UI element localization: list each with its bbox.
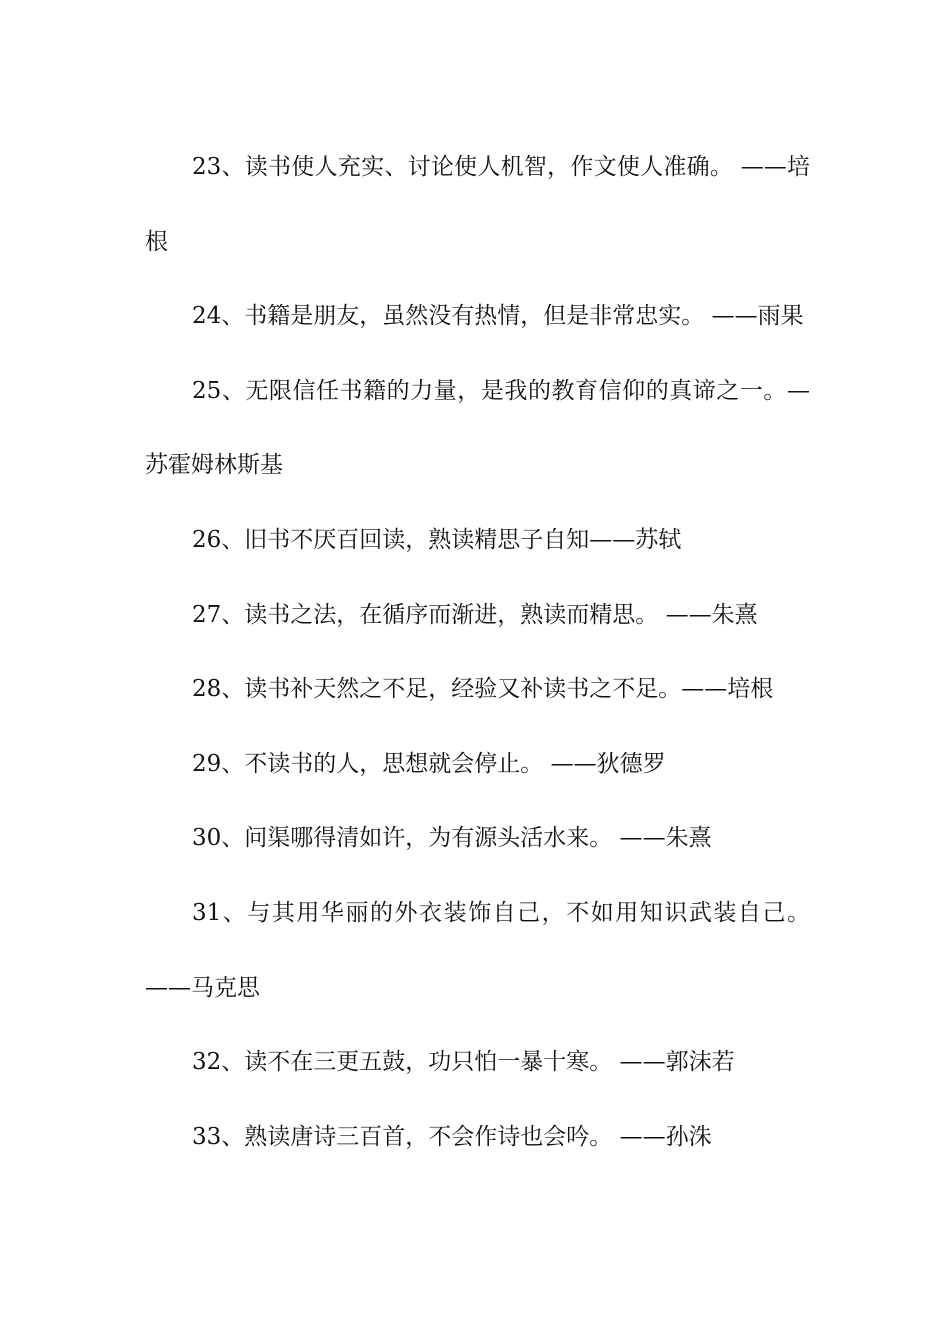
- quote-item: 33、熟读唐诗三百首，不会作诗也会吟。 ——孙洙: [192, 1123, 712, 1150]
- quote-item: 31、与其用华丽的外衣装饰自己，不如用知识武装自己。——马克思: [145, 899, 810, 1001]
- quote-item: 24、书籍是朋友，虽然没有热情，但是非常忠实。 ——雨果: [192, 303, 804, 330]
- quote-item: 29、不读书的人，思想就会停止。 ——狄德罗: [192, 750, 666, 777]
- quote-item: 25、无限信任书籍的力量，是我的教育信仰的真谛之一。—苏霍姆林斯基: [145, 377, 810, 479]
- quote-list: [145, 130, 810, 1174]
- quote-item: 32、读不在三更五鼓，功只怕一暴十寒。 ——郭沫若: [192, 1049, 735, 1076]
- quote-item: 26、旧书不厌百回读，熟读精思子自知——苏轼: [192, 526, 682, 553]
- quote-item: 23、读书使人充实、讨论使人机智，作文使人准确。 ——培根: [145, 154, 810, 255]
- quote-item: 30、问渠哪得清如许，为有源头活水来。 ——朱熹: [192, 825, 712, 852]
- quote-item: 28、读书补天然之不足，经验又补读书之不足。——培根: [192, 676, 774, 703]
- quote-item: 27、读书之法，在循序而渐进，熟读而精思。 ——朱熹: [192, 601, 758, 628]
